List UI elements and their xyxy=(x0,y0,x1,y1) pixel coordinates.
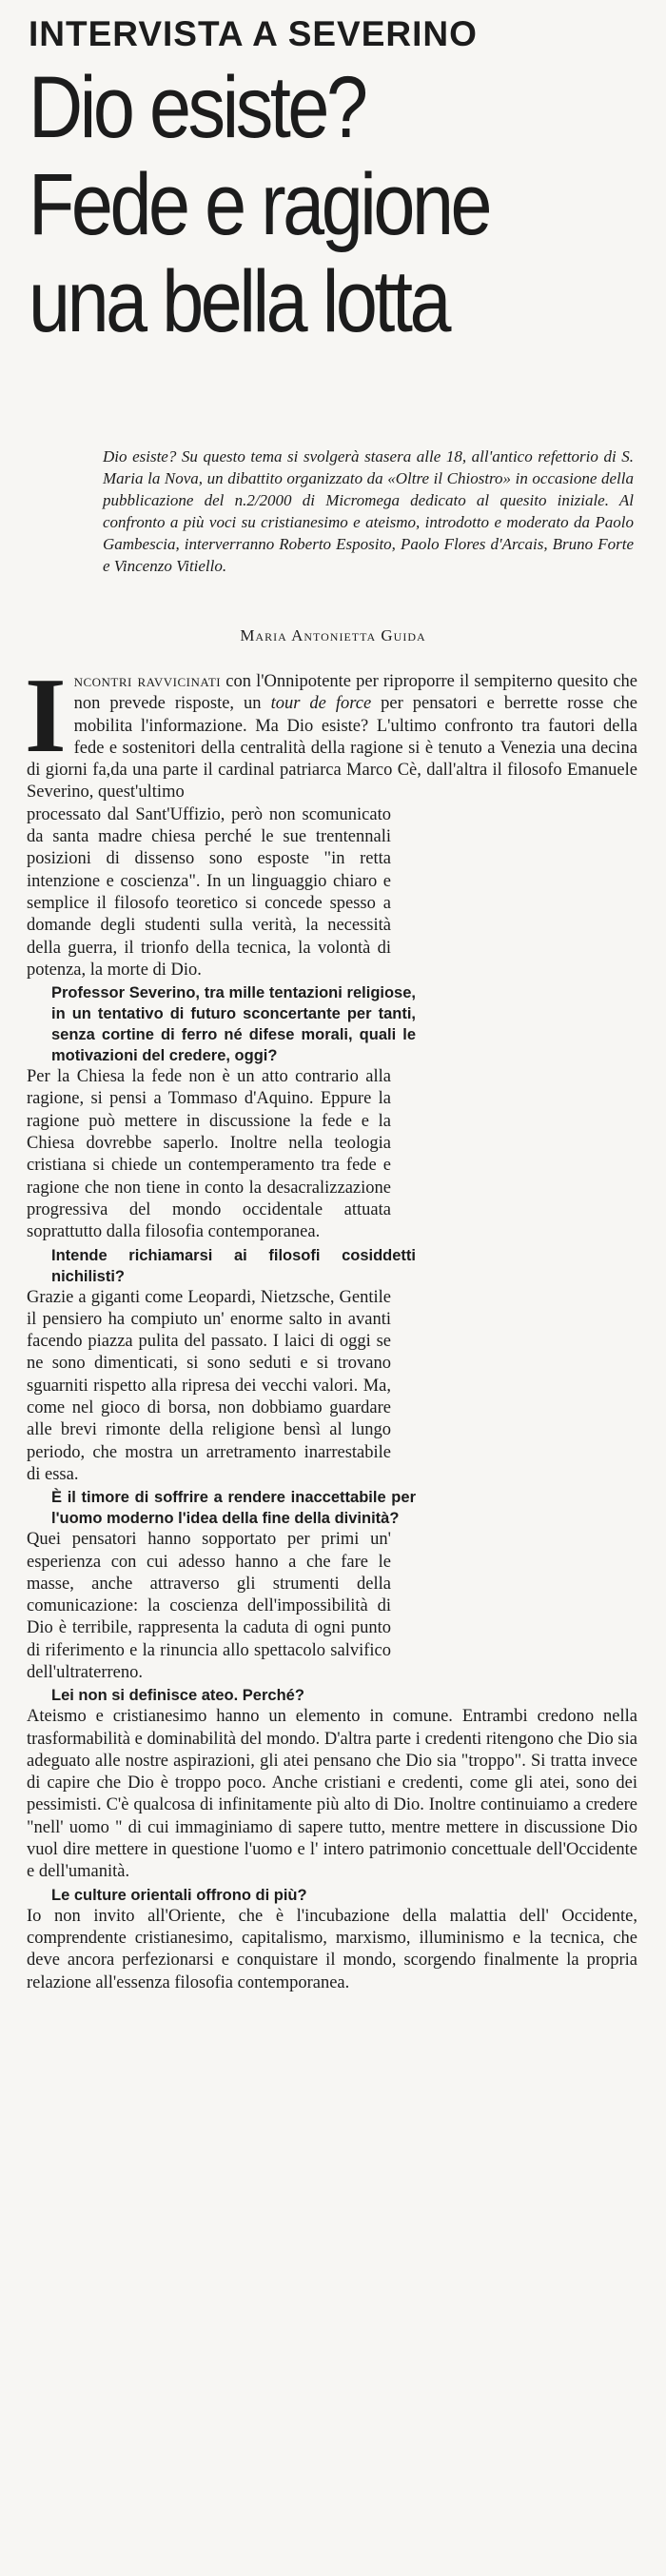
article-body xyxy=(25,657,637,1994)
lead-paragraph: Dio esiste? Su questo tema si svolgerà stasera alle 18, all'antico refettorio di S. Maria la Nova, un dibattito organizzato da «Oltre il Chiostro» in occasione della pubblicazione del n.2/2000 di Micromega dedicato al quesito iniziale. Al confronto a più voci su cristianesimo e ateismo, introdotto e moderato da Paolo Gambescia, interverranno Roberto Esposito, Paolo Flores d'Arcais, Bruno Forte e Vincenzo Vitiello. xyxy=(103,447,634,575)
question-1: Professor Severino, tra mille tentazioni religiose, in un tentativo di futuro sconcertante per tanti, senza cortine di ferro né difese morali, quali le motivazioni del credere, oggi? xyxy=(51,984,416,1065)
intro-text-a: con l'Onnipotente per riproporre il sempiterno quesito che non prevede risposte, un xyxy=(73,672,637,714)
answer-3: Quei pensatori hanno sopportato per primi un' esperienza con cui adesso hanno a che fare le masse, anche attraverso gli strumenti della comunicazione: la coscienza dell'impossibilità di Dio è terribile, rappresenta la caduta di ogni punto di riferimento e la rinuncia allo spettacolo salvifico dell'ultraterreno. xyxy=(27,1530,391,1682)
question-4: Lei non si definisce ateo. Perché? xyxy=(51,1687,304,1705)
answer-5: Io non invito all'Oriente, che è l'incubazione della malattia dell' Occidente, comprendente cristianesimo, capitalismo, marxismo, illuminismo e la tecnica, che deve ancora perfezionarsi e conquistare il mondo, scorgendo finalmente la propria relazione all'essenza filosofia contemporanea. xyxy=(27,1906,637,1992)
section-kicker: INTERVISTA A SEVERINO xyxy=(29,14,478,53)
question-2: Intende richiamarsi ai filosofi cosiddetti nichilisti? xyxy=(51,1246,416,1285)
headline-line-2: Fede e ragione xyxy=(29,156,490,253)
intro-text-b: per pensatori e berrette rosse che mobilita l'informazione. Ma Dio esiste? L'ultimo confronto tra fautori della fede e sostenitori della centralità della ragione si è tenuto a Venezia una decina di giorni fa,da una parte il cardinal patriarca Marco Cè, dall'altra il filosofo Emanuele Severino, quest'ultimo xyxy=(27,694,637,803)
headline-line-1: Dio esiste? xyxy=(29,59,365,156)
headline-line-3: una bella lotta xyxy=(29,253,449,350)
intro-italic: tour de force xyxy=(270,694,372,714)
answer-1: Per la Chiesa la fede non è un atto contrario alla ragione, si pensi a Tommaso d'Aquino. Eppure la ragione può mettere in discussione la fede e la Chiesa dovrebbe saperlo. Inoltre nella teologia cristiana si chiede un contemperamento tra fede e ragione che non tiene in conto la desacralizzazione progressiva del mondo occidentale attuata soprattutto dalla filosofia contemporanea. xyxy=(27,1067,391,1242)
dropcap: I xyxy=(25,657,67,775)
answer-2: Grazie a giganti come Leopardi, Nietzsche, Gentile il pensiero ha compiuto un' enorme salto in avanti facendo piazza pulita del passato. I laici di oggi se ne sono dimenticati, si sono seduti e si trovano sguarniti rispetto alla ripresa dei vecchi valori. Ma, come nel gioco di borsa, non dobbiamo guardare alle brevi rimonte della religione bensì al lungo periodo, che mostra un arretramento inarrestabile di essa. xyxy=(27,1287,391,1484)
question-3: È il timore di soffrire a rendere inaccettabile per l'uomo moderno l'idea della fine della divinità? xyxy=(51,1489,416,1528)
byline: Maria Antonietta Guida xyxy=(240,626,426,644)
question-5: Le culture orientali offrono di più? xyxy=(51,1886,307,1904)
headline xyxy=(29,59,560,350)
intro-continuation: processato dal Sant'Uffizio, però non scomunicato da santa madre chiesa perché le sue trentennali posizioni di dissenso sono esposte "in retta intenzione e coscienza". In un linguaggio chiaro e semplice il filosofo teoretico si concede spesso a domande degli studenti sulla verità, la necessità della guerra, il trionfo della tecnica, la volontà di potenza, la morte di Dio. xyxy=(27,804,391,980)
intro-paragraph xyxy=(25,657,637,804)
intro-smallcaps: ncontri ravvicinati xyxy=(73,672,222,691)
answer-4: Ateismo e cristianesimo hanno un elemento in comune. Entrambi credono nella trasformabilità e dominabilità del mondo. D'altra parte i credenti ritengono che Dio sia adeguato alle nostre aspirazioni, gli atei pensano che Dio sia "troppo". Si tratta invece di capire che Dio è troppo poco. Anche cristiani e credenti, come gli atei, sono dei pessimisti. C'è qualcosa di infinitamente più alto di Dio. Inoltre continuiamo a credere "nell' uomo " di cui immaginiamo di sapere tutto, mentre mettere in discussione Dio vuol dire mettere in questione l'uomo e l' intero patrimonio concettuale dell'Occidente e dell'umanità. xyxy=(27,1707,637,1882)
